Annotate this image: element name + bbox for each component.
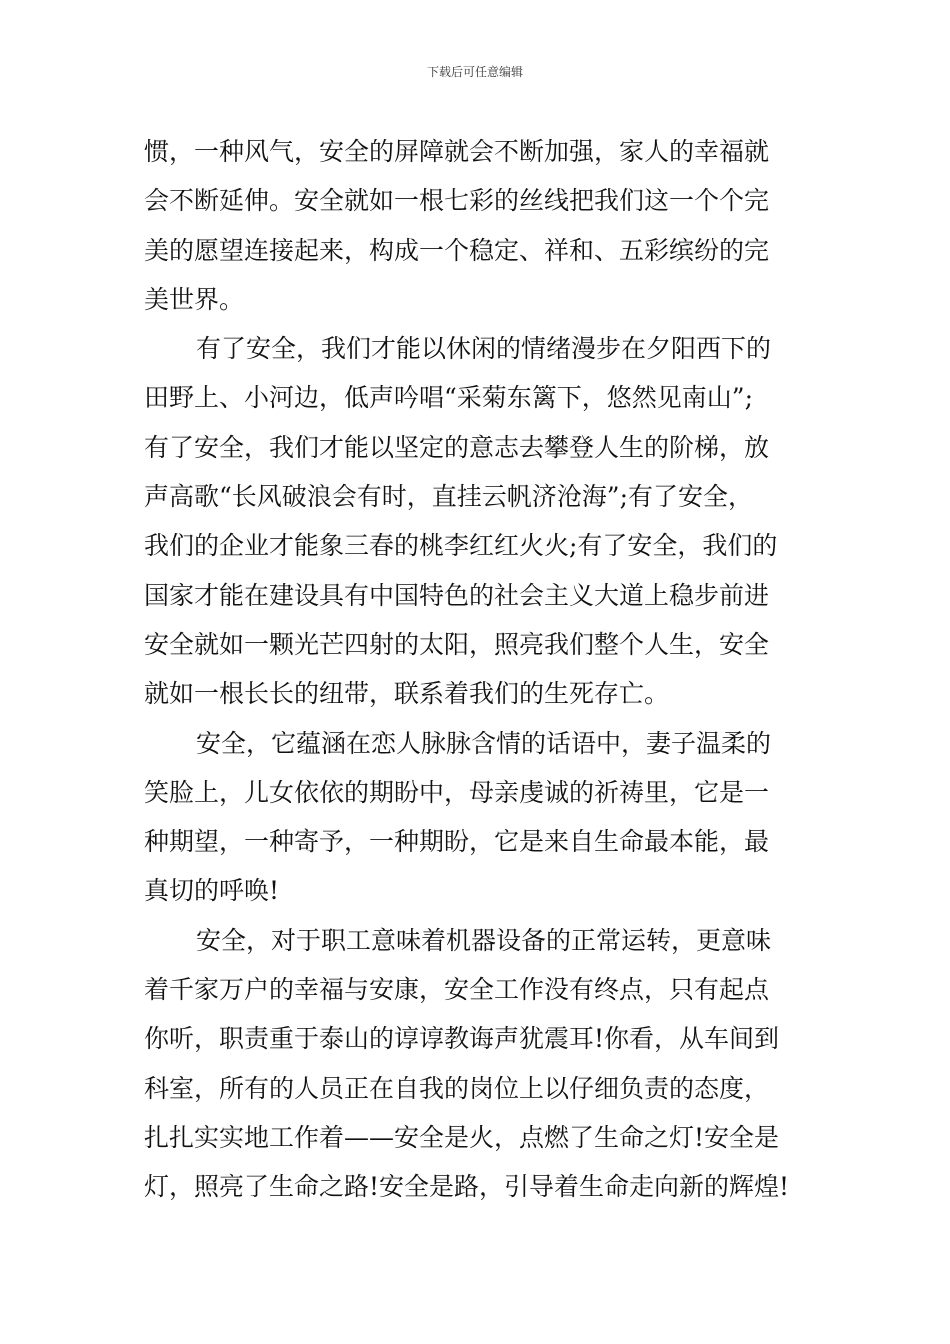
text-line: 有了安全，我们才能以休闲的情绪漫步在夕阳西下的 <box>196 334 772 364</box>
paragraph <box>144 916 808 1212</box>
text-line: 你听，职责重于泰山的谆谆教诲声犹震耳!你看，从车间到 <box>144 1024 780 1054</box>
text-line: 我们的企业才能象三春的桃李红红火火;有了安全，我们的 <box>144 531 778 561</box>
paragraph <box>144 127 808 324</box>
text-line: 安全就如一颗光芒四射的太阳，照亮我们整个人生，安全 <box>144 629 770 659</box>
paragraph <box>144 719 808 916</box>
text-line: 扎扎实实地工作着——安全是火，点燃了生命之灯!安全是 <box>144 1122 780 1152</box>
page-header: 下载后可任意编辑 <box>426 65 523 79</box>
text-line: 安全，对于职工意味着机器设备的正常运转，更意味 <box>196 925 772 955</box>
text-line: 真切的呼唤! <box>144 876 280 906</box>
text-line: 声高歌“长风破浪会有时，直挂云帆济沧海”;有了安全， <box>144 482 753 512</box>
text-line: 美的愿望连接起来，构成一个稳定、祥和、五彩缤纷的完 <box>144 235 770 265</box>
text-line: 科室，所有的人员正在自我的岗位上以仔细负责的态度， <box>144 1073 770 1103</box>
text-line: 美世界。 <box>144 284 245 314</box>
text-line: 灯，照亮了生命之路!安全是路，引导着生命走向新的辉煌! <box>144 1172 790 1202</box>
text-line: 会不断延伸。安全就如一根七彩的丝线把我们这一个个完 <box>144 186 770 216</box>
text-line: 着千家万户的幸福与安康，安全工作没有终点，只有起点 <box>144 975 770 1005</box>
text-line: 国家才能在建设具有中国特色的社会主义大道上稳步前进 <box>144 580 770 610</box>
paragraph <box>144 324 808 718</box>
text-line: 笑脸上，儿女依依的期盼中，母亲虔诚的祈祷里，它是一 <box>144 777 770 807</box>
text-line: 安全，它蕴涵在恋人脉脉含情的话语中，妻子温柔的 <box>196 728 772 758</box>
text-line: 有了安全，我们才能以坚定的意志去攀登人生的阶梯，放 <box>144 432 770 462</box>
text-line: 就如一根长长的纽带，联系着我们的生死存亡。 <box>144 679 670 709</box>
document-body <box>144 127 808 1212</box>
text-line: 田野上、小河边，低声吟唱“采菊东篱下，悠然见南山”; <box>144 383 753 413</box>
text-line: 惯，一种风气，安全的屏障就会不断加强，家人的幸福就 <box>144 137 770 166</box>
text-line: 种期望，一种寄予，一种期盼，它是来自生命最本能，最 <box>144 827 770 857</box>
